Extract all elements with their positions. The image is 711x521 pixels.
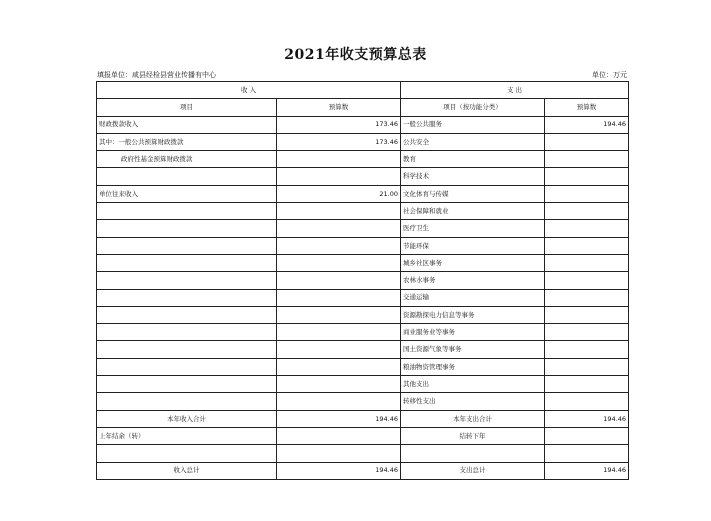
table-row bbox=[97, 289, 629, 306]
income-amount-cell bbox=[277, 341, 401, 358]
income-amount-cell: 173.46 bbox=[277, 133, 401, 150]
expense-amount-cell bbox=[545, 272, 629, 289]
income-amount-cell bbox=[277, 151, 401, 168]
expense-item-cell: 城乡社区事务 bbox=[401, 254, 545, 271]
income-item-cell: 单位往来收入 bbox=[97, 185, 277, 202]
income-item-cell bbox=[97, 272, 277, 289]
expense-amount-cell bbox=[545, 237, 629, 254]
expense-item-cell: 文化体育与传媒 bbox=[401, 185, 545, 202]
income-amount-cell bbox=[277, 220, 401, 237]
income-item-cell: 政府性基金预算财政拨款 bbox=[97, 151, 277, 168]
expense-item-cell: 科学技术 bbox=[401, 168, 545, 185]
column-header-row bbox=[97, 99, 629, 116]
expense-item-cell: 公共安全 bbox=[401, 133, 545, 150]
table-row bbox=[97, 376, 629, 393]
income-amount-cell bbox=[277, 254, 401, 271]
expense-item-header: 项目（按功能分类） bbox=[401, 99, 545, 116]
income-amount-cell: 21.00 bbox=[277, 185, 401, 202]
income-amount-cell bbox=[277, 237, 401, 254]
expense-item-cell: 粮油物资管理事务 bbox=[401, 358, 545, 375]
expense-amount-header: 预算数 bbox=[545, 99, 629, 116]
expense-amount-cell bbox=[545, 185, 629, 202]
income-amount-cell bbox=[277, 306, 401, 323]
income-amount-cell bbox=[277, 393, 401, 410]
expense-amount-cell bbox=[545, 289, 629, 306]
expense-grand-total-label: 支出总计 bbox=[401, 462, 545, 479]
income-amount-cell bbox=[277, 358, 401, 375]
income-item-cell bbox=[97, 220, 277, 237]
table-row bbox=[97, 358, 629, 375]
income-item-cell: 其中：一般公共预算财政拨款 bbox=[97, 133, 277, 150]
income-item-cell bbox=[97, 203, 277, 220]
income-section-header: 收 入 bbox=[97, 82, 401, 99]
income-item-cell bbox=[97, 306, 277, 323]
expense-item-cell: 医疗卫生 bbox=[401, 220, 545, 237]
income-item-cell bbox=[97, 341, 277, 358]
table-row bbox=[97, 116, 629, 133]
expense-item-cell: 国土资源气象等事务 bbox=[401, 341, 545, 358]
expense-amount-cell bbox=[545, 220, 629, 237]
page-title: 2021年收支预算总表 bbox=[284, 47, 427, 63]
income-item-cell: 财政拨款收入 bbox=[97, 116, 277, 133]
expense-amount-cell bbox=[545, 324, 629, 341]
income-item-cell bbox=[97, 254, 277, 271]
section-header-row bbox=[97, 82, 629, 99]
expense-item-cell: 节能环保 bbox=[401, 237, 545, 254]
table-row bbox=[97, 203, 629, 220]
income-item-header: 项目 bbox=[97, 99, 277, 116]
table-row bbox=[97, 185, 629, 202]
expense-amount-cell bbox=[545, 133, 629, 150]
carryover-row bbox=[97, 427, 629, 444]
expense-grand-total-value: 194.46 bbox=[545, 462, 629, 479]
income-amount-cell bbox=[277, 376, 401, 393]
income-item-cell bbox=[97, 393, 277, 410]
income-amount-cell bbox=[277, 203, 401, 220]
expense-amount-cell bbox=[545, 306, 629, 323]
grand-total-row bbox=[97, 462, 629, 479]
carryover-label: 上年结余（转） bbox=[97, 427, 277, 444]
year-total-row bbox=[97, 410, 629, 427]
budget-table bbox=[96, 81, 629, 480]
expense-amount-cell bbox=[545, 341, 629, 358]
expense-item-cell: 其他支出 bbox=[401, 376, 545, 393]
expense-amount-cell bbox=[545, 358, 629, 375]
income-item-cell bbox=[97, 358, 277, 375]
expense-amount-cell bbox=[545, 376, 629, 393]
expense-amount-cell bbox=[545, 254, 629, 271]
income-item-cell bbox=[97, 324, 277, 341]
currency-unit: 单位：万元 bbox=[592, 71, 627, 79]
income-year-total-value: 194.46 bbox=[277, 410, 401, 427]
expense-amount-cell bbox=[545, 168, 629, 185]
table-row bbox=[97, 324, 629, 341]
expense-amount-cell bbox=[545, 151, 629, 168]
income-amount-header: 预算数 bbox=[277, 99, 401, 116]
income-amount-cell bbox=[277, 272, 401, 289]
table-row bbox=[97, 151, 629, 168]
expense-item-cell: 一般公共服务 bbox=[401, 116, 545, 133]
expense-amount-cell: 194.46 bbox=[545, 116, 629, 133]
income-item-cell bbox=[97, 376, 277, 393]
table-row bbox=[97, 237, 629, 254]
expense-item-cell: 资源勘探电力信息等事务 bbox=[401, 306, 545, 323]
income-amount-cell bbox=[277, 289, 401, 306]
income-item-cell bbox=[97, 168, 277, 185]
table-row bbox=[97, 272, 629, 289]
table-row bbox=[97, 393, 629, 410]
income-amount-cell bbox=[277, 324, 401, 341]
reporting-unit: 填报单位：咸县经检县营业传播有中心 bbox=[97, 71, 216, 79]
expense-item-cell: 教育 bbox=[401, 151, 545, 168]
blank-row bbox=[97, 445, 629, 462]
income-amount-cell: 173.46 bbox=[277, 116, 401, 133]
expense-year-total-label: 本年支出合计 bbox=[401, 410, 545, 427]
expense-item-cell: 社会保障和就业 bbox=[401, 203, 545, 220]
table-row bbox=[97, 254, 629, 271]
expense-amount-cell bbox=[545, 393, 629, 410]
expense-section-header: 支 出 bbox=[401, 82, 629, 99]
income-year-total-label: 本年收入合计 bbox=[97, 410, 277, 427]
income-amount-cell bbox=[277, 168, 401, 185]
income-grand-total-label: 收入总计 bbox=[97, 462, 277, 479]
expense-item-cell: 农林水事务 bbox=[401, 272, 545, 289]
expense-year-total-value: 194.46 bbox=[545, 410, 629, 427]
income-item-cell bbox=[97, 237, 277, 254]
income-grand-total-value: 194.46 bbox=[277, 462, 401, 479]
expense-item-cell: 商业服务业等事务 bbox=[401, 324, 545, 341]
expense-amount-cell bbox=[545, 203, 629, 220]
table-row bbox=[97, 341, 629, 358]
table-row bbox=[97, 168, 629, 185]
expense-item-cell: 交通运输 bbox=[401, 289, 545, 306]
income-item-cell bbox=[97, 289, 277, 306]
table-row bbox=[97, 306, 629, 323]
table-row bbox=[97, 133, 629, 150]
carryforward-label: 结转下年 bbox=[401, 427, 545, 444]
expense-item-cell: 转移性支出 bbox=[401, 393, 545, 410]
table-row bbox=[97, 220, 629, 237]
